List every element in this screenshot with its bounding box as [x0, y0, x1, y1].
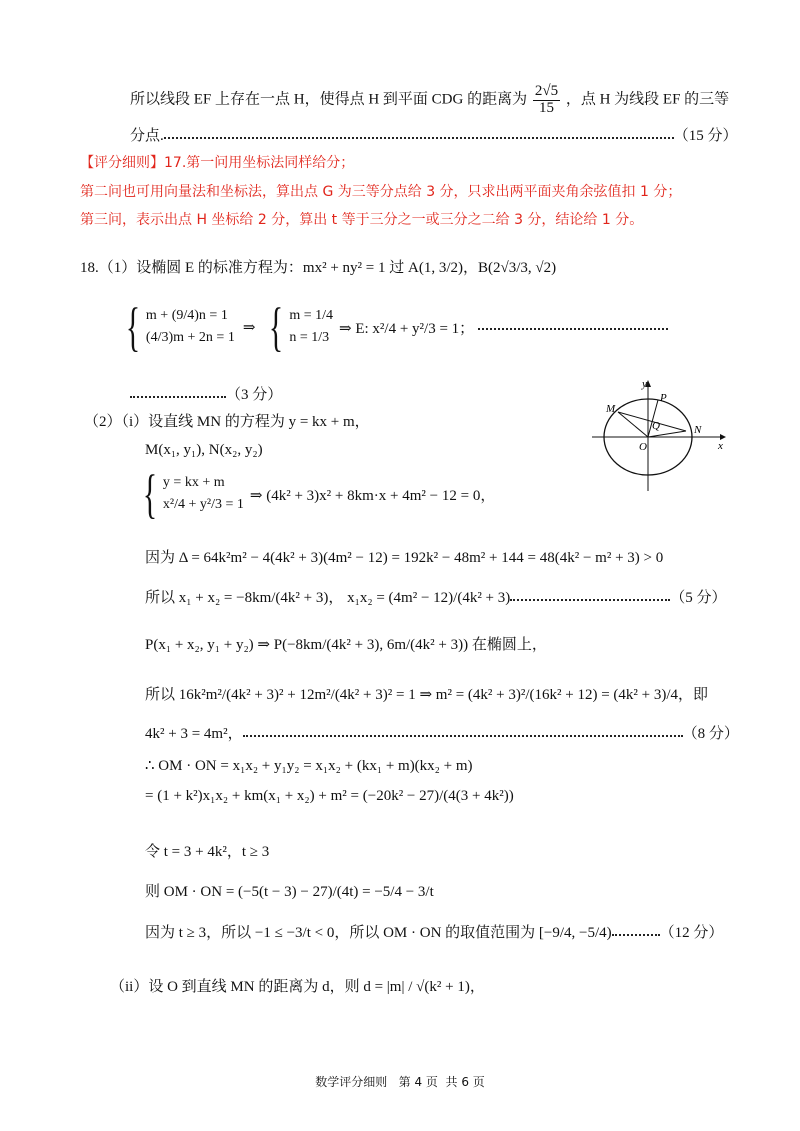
quadratic-result: ⇒ (4k² + 3)x² + 8km·x + 4m² − 12 = 0，	[249, 487, 496, 504]
p1-frac-denominator: 15	[538, 99, 554, 116]
p1-fraction	[533, 84, 560, 117]
left-brace: {	[125, 297, 141, 357]
rubric-line-2: 第二问也可用向量法和坐标法，算出点 G 为三等分点给 3 分，只求出两平面夹角余弦值扣 1 分；	[80, 184, 682, 200]
p1-line	[130, 84, 729, 117]
p1-text-b: ，点 H 为线段 EF 的三等	[565, 91, 730, 108]
leader-dots	[130, 393, 226, 398]
q18-label: 18.（1）设椭圆 E 的标准方程为：mx² + ny² = 1 过 A(1, 3/2)，B(2√3/3, √2)	[80, 260, 557, 276]
sys1-eq-a: m + (9/4)n = 1	[145, 308, 228, 323]
system-3	[163, 472, 244, 516]
rubric-line-3: 第三问，表示出点 H 坐标给 2 分，算出 t 等于三分之一或三分之二给 3 分，结论给 1 分。	[80, 212, 644, 228]
p1-text-c: 分点.	[130, 128, 164, 144]
then-line: 则 OM · ON = (−5(t − 3) − 27)/(4t) = −5/4 − 3/t	[145, 884, 434, 900]
part2-system	[137, 464, 496, 524]
score-5: （5 分）	[670, 590, 727, 606]
range-text: 因为 t ≥ 3，所以 −1 ≤ −3/t < 0，所以 OM · ON 的取值范围为 [−9/4, −5/4)	[145, 925, 612, 941]
range-line	[145, 921, 723, 942]
rubric-text-1: 17.第一问用坐标法同样给分；	[164, 155, 355, 171]
sys3-eq-b: x²/4 + y²/3 = 1	[162, 497, 244, 512]
sys1-eq-b: (4/3)m + 2n = 1	[145, 330, 235, 345]
part-ii: （ii）设 O 到直线 MN 的距离为 d，则 d = |m| / √(k² + 1)，	[110, 979, 485, 995]
system-1	[146, 305, 235, 349]
eq8-line	[145, 722, 739, 743]
label-x: x	[718, 440, 723, 452]
score-12: （12 分）	[659, 925, 724, 941]
left-brace-3: {	[142, 464, 158, 524]
left-brace-2: {	[269, 297, 284, 357]
sys2-eq-b: n = 1/3	[289, 330, 330, 345]
p1-line2	[130, 124, 738, 145]
p-line: P(x₁ + x₂, y₁ + y₂) ⇒ P(−8km/(4k² + 3), 6m/(4k² + 3)) 在椭圆上，	[145, 637, 547, 653]
delta-line: 因为 Δ = 64k²m² − 4(4k² + 3)(4m² − 12) = 192k² − 48m² + 144 = 48(4k² − m² + 3) > 0	[145, 550, 664, 566]
vieta-text: 所以 x₁ + x₂ = −8km/(4k² + 3)， x₁x₂ = (4m² − 12)/(4k² + 3)	[145, 590, 511, 606]
p1-score: （15 分）	[673, 128, 738, 144]
eq8-text: 4k² + 3 = 4m²，	[145, 726, 243, 742]
sys2-eq-a: m = 1/4	[289, 308, 334, 323]
label-n: N	[694, 424, 702, 436]
ellipse-result: ⇒ E: x²/4 + y²/3 = 1；	[339, 320, 475, 337]
ellipse-figure	[590, 375, 730, 493]
score-3: （3 分）	[226, 387, 283, 403]
leader-dots	[510, 596, 670, 601]
sys3-eq-a: y = kx + m	[162, 475, 225, 490]
q18-system	[120, 297, 668, 357]
so-line: 所以 16k²m²/(4k² + 3)² + 12m²/(4k² + 3)² = 1 ⇒ m² = (4k² + 3)²/(16k² + 12) = (4k² + 3)/4，即	[145, 687, 709, 703]
label-q: Q	[652, 420, 660, 432]
leader-dots	[478, 325, 668, 330]
q18-score-line	[130, 383, 282, 404]
label-y: y	[642, 378, 647, 390]
system-2	[289, 305, 333, 349]
leader-dots	[612, 931, 660, 936]
dot-line-2: = (1 + k²)x₁x₂ + km(x₁ + x₂) + m² = (−20k² − 27)/(4(3 + 4k²))	[145, 788, 514, 804]
vieta-line	[145, 586, 727, 607]
dot-line-1: ∴ OM · ON = x₁x₂ + y₁y₂ = x₁x₂ + (kx₁ + m)(kx₂ + m)	[145, 758, 473, 774]
p1-text-a: 所以线段 EF 上存在一点 H，使得点 H 到平面 CDG 的距离为	[130, 91, 528, 108]
page-footer: 数学评分细则 第 4 页 共 6 页	[315, 1075, 485, 1089]
part2-intro: （2）（i）设直线 MN 的方程为 y = kx + m，	[84, 414, 370, 430]
label-m: M	[606, 403, 616, 415]
rubric-line-1	[80, 152, 354, 172]
rubric-head: 【评分细则】	[80, 155, 164, 171]
let-t: 令 t = 3 + 4k²，t ≥ 3	[145, 844, 270, 860]
label-o: O	[639, 441, 647, 453]
leader-dots	[243, 732, 683, 737]
score-8: （8 分）	[682, 726, 739, 742]
p1-frac-numerator: 2√5	[534, 83, 559, 99]
implies-arrow: ⇒	[242, 319, 256, 336]
points-mn: M(x₁, y₁), N(x₂, y₂)	[145, 442, 263, 458]
label-p: P	[660, 392, 667, 404]
leader-dots	[164, 134, 674, 139]
